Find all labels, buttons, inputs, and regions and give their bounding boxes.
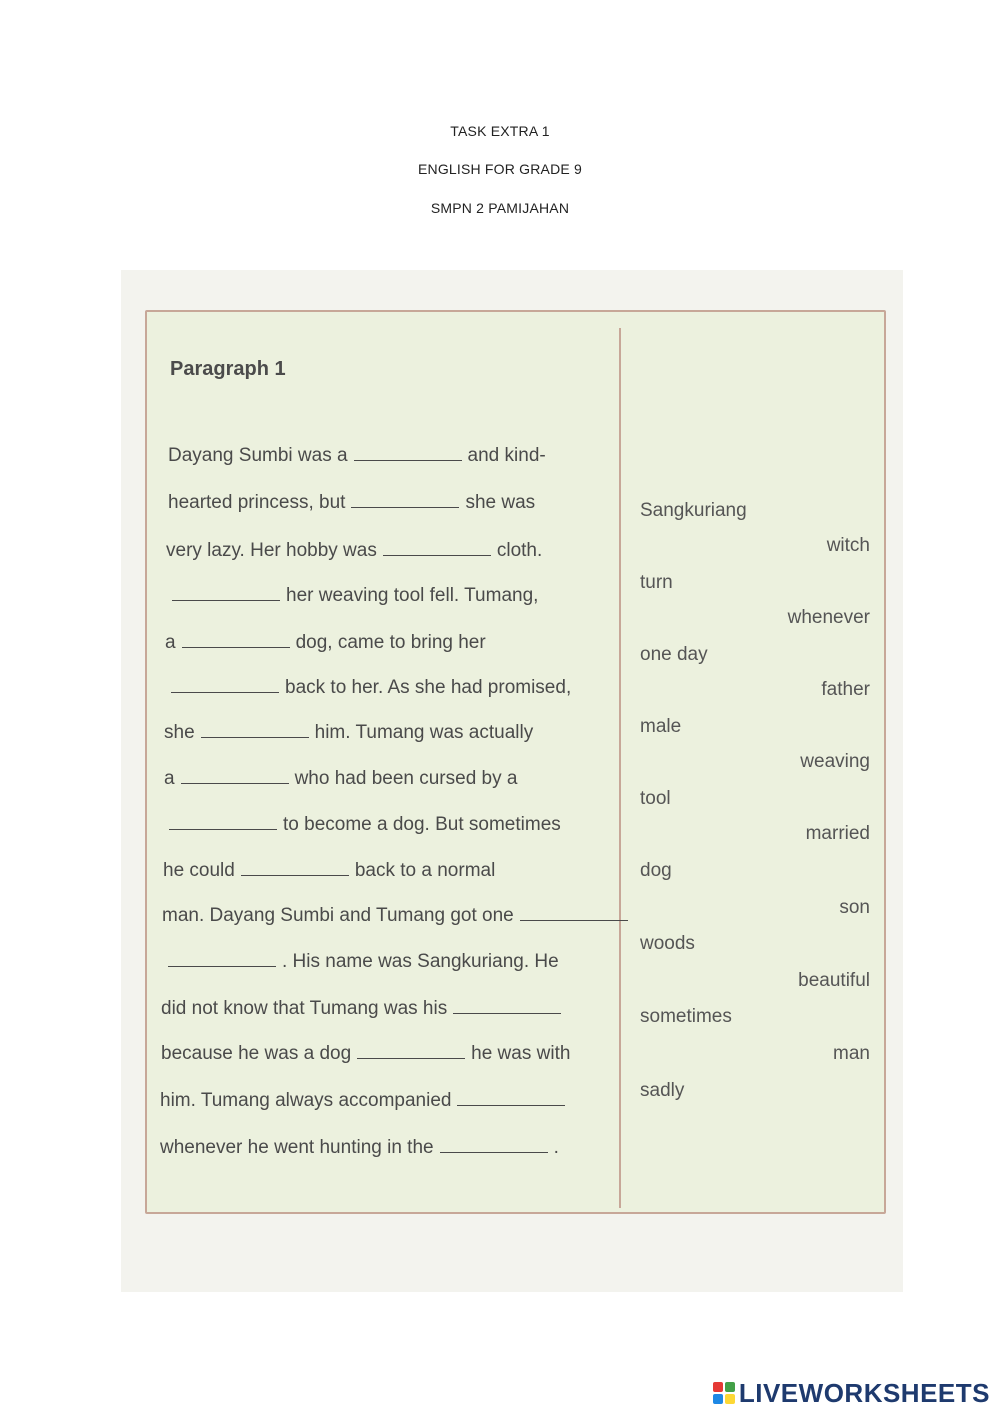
word-bank-item: tool: [640, 788, 671, 809]
word-bank-item: Sangkuriang: [640, 500, 747, 521]
course-title: ENGLISH FOR GRADE 9: [417, 161, 583, 177]
line-text-before: Dayang Sumbi was a: [168, 445, 348, 466]
line-text-before: a: [165, 632, 176, 653]
logo-icon: [713, 1382, 735, 1404]
answer-blank[interactable]: [168, 952, 276, 967]
line-text-after: cloth.: [496, 540, 543, 561]
word-bank-item: married: [805, 823, 870, 844]
logo-text: LIVEWORKSHEETS: [738, 1377, 990, 1408]
word-bank-item: one day: [640, 644, 708, 665]
word-bank-item: beautiful: [798, 970, 870, 991]
paragraph-line: [164, 768, 517, 790]
paragraph-line: [162, 951, 559, 973]
paragraph-line: [168, 445, 546, 467]
line-text-after: dog, came to bring her: [295, 632, 486, 653]
word-bank-item: whenever: [787, 607, 870, 628]
line-text-after: who had been cursed by a: [294, 768, 518, 789]
line-text-after: . His name was Sangkuriang. He: [282, 951, 559, 972]
answer-blank[interactable]: [520, 906, 628, 921]
word-bank-item: father: [821, 679, 870, 700]
word-bank-item: turn: [640, 572, 673, 593]
paragraph-line: [163, 814, 561, 836]
line-text-after: her weaving tool fell. Tumang,: [286, 585, 539, 606]
answer-blank[interactable]: [354, 446, 462, 461]
paragraph-line: [161, 998, 567, 1020]
line-text-before: him. Tumang always accompanied: [160, 1090, 452, 1111]
task-title: TASK EXTRA 1: [450, 123, 550, 139]
answer-blank[interactable]: [181, 769, 289, 784]
line-text-before: whenever he went hunting in the: [160, 1137, 434, 1158]
paragraph-line: [162, 905, 634, 927]
word-bank-item: sadly: [640, 1080, 685, 1101]
paragraph-line: [163, 860, 495, 882]
answer-blank[interactable]: [201, 723, 309, 738]
line-text-after: him. Tumang was actually: [314, 722, 534, 743]
line-text-after: he was with: [471, 1043, 571, 1064]
answer-blank[interactable]: [169, 815, 277, 830]
word-bank-item: witch: [826, 535, 870, 556]
answer-blank[interactable]: [453, 999, 561, 1014]
line-text-before: a: [164, 768, 175, 789]
paragraph-line: [165, 632, 486, 654]
word-bank-item: dog: [640, 860, 672, 881]
school-name: SMPN 2 PAMIJAHAN: [430, 200, 570, 216]
line-text-before: because he was a dog: [161, 1043, 352, 1064]
paragraph-line: [168, 492, 535, 514]
answer-blank[interactable]: [440, 1138, 548, 1153]
line-text-after: .: [553, 1137, 559, 1158]
liveworksheets-logo: [713, 1378, 990, 1408]
paragraph-line: [165, 677, 571, 699]
word-bank-item: male: [640, 716, 682, 737]
answer-blank[interactable]: [457, 1091, 565, 1106]
line-text-after: back to her. As she had promised,: [285, 677, 572, 698]
line-text-before: did not know that Tumang was his: [161, 998, 448, 1019]
answer-blank[interactable]: [357, 1044, 465, 1059]
paragraph-line: [164, 722, 533, 744]
column-divider: [619, 328, 621, 1208]
word-bank-item: son: [839, 897, 870, 918]
paragraph-line: [166, 585, 538, 607]
line-text-after: back to a normal: [354, 860, 496, 881]
line-text-before: very lazy. Her hobby was: [166, 540, 377, 561]
answer-blank[interactable]: [241, 861, 349, 876]
paragraph-line: [161, 1043, 570, 1065]
line-text-before: he could: [163, 860, 235, 881]
word-bank-item: weaving: [800, 751, 870, 772]
answer-blank[interactable]: [383, 541, 491, 556]
answer-blank[interactable]: [351, 493, 459, 508]
line-text-after: and kind-: [467, 445, 546, 466]
paragraph-line: [166, 540, 542, 562]
word-bank-item: woods: [640, 933, 695, 954]
line-text-after: to become a dog. But sometimes: [283, 814, 561, 835]
line-text-before: she: [164, 722, 195, 743]
line-text-before: man. Dayang Sumbi and Tumang got one: [162, 905, 514, 926]
word-bank-item: sometimes: [640, 1006, 732, 1027]
answer-blank[interactable]: [182, 633, 290, 648]
answer-blank[interactable]: [171, 678, 279, 693]
line-text-after: she was: [465, 492, 536, 513]
paragraph-line: [160, 1090, 571, 1112]
paragraph-title: Paragraph 1: [170, 358, 286, 380]
line-text-before: hearted princess, but: [168, 492, 346, 513]
word-bank-item: man: [833, 1043, 870, 1064]
paragraph-line: [160, 1137, 559, 1159]
answer-blank[interactable]: [172, 586, 280, 601]
